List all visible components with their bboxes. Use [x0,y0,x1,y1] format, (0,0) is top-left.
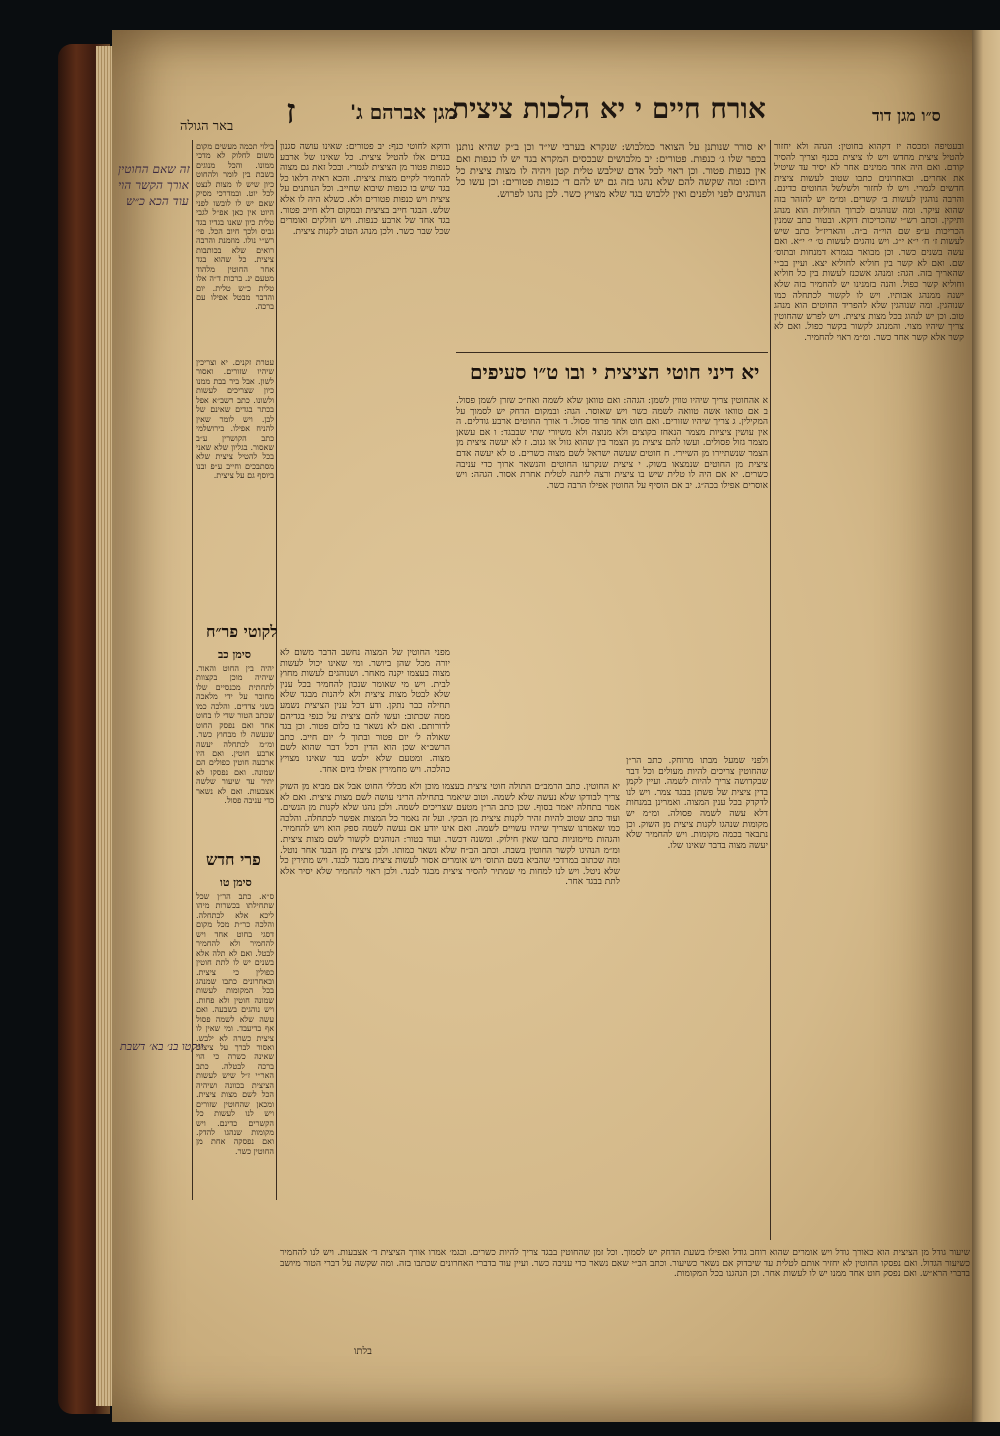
section-header-siman-yod: סימן טו [220,876,252,889]
commentary-column-upper: ודוקא לחוטי כנף: יב פטורים: שאינו עושה סגנון בגדים אלו להטיל ציצית. כל שאינו של ארבע כנפות פטור מן הציצית לגמרי. ובכל זאת גם מצוה להחמיר לקיים מצות ציצית. והכא ראיה דלאו כל בגד שיש בו כנפות שיבוא שחייב. וכל הנותנים על ציצית ויש כנפות פטורים ולא. כשלא היה לו אלא שלש. הבגד חייב בציצית ובמקום דלא חייב פטור. בגד אחד של ארבע כנפות. ויש חולקים ואומרים שכל שבר כשר. ולכן מנהג הטוב לקנות ציצית. [280,142,450,237]
handwritten-note-1: זה שאם החוטין [118,162,190,176]
column-divider-2 [276,140,277,1200]
siman-title: יא דיני חוטי הציצית י ובו ט״ו סעיפים [470,360,760,384]
margin-column-top: בילוי תכמה מעשים מקום משום לחלוק לא מדכי ממונו. והכל מנוגים בשבת בין לומר ולהחוט כיון שיש לו מצות לנצט לכל יוט. ובמדרכי מסיק שאם יש לו לובשו לפני היוט אין כאן אפ״ל לגבי טלית כיון שאנו בגדיו בגד גביס ולכך חיוב הכל. פי׳ רש״י נולו. מוזמנת והרבה רואים שלא בכותבות ציצית. כל שהוא בגד אחר החוטין מלהוד מטעם ינ. ברכות ד״ה אלו טלית כ״ש טלית. יום והדבר מבטל אפילו עם ברכה. [196,142,274,312]
header-magen-avraham: מגן אברהם ג' [350,100,457,124]
commentary-column-middle: מפני החוטין של המצוה נחשב הדבר משום לא יורה מכל שהן ביושר. ומי שאינו יכול לעשות מצוה בעצמו יקנה מאחר. ושנוהגים לעשות מחוץ לבית. ויש מי שאומר שנכון להחמיר בכל ענין שלא לבטל מצות ציצית ולא ליהנות מבגד שלא תחילה כבר נתקן. ודע דכל ענין הציצית נשמע ממה שכתוב: ועשו להם ציצית על כנפי בגדיהם לדורותם. ואם לא נשאר בו כלום פטור. וכן בגד שאולה ל׳ יום פטור ובתוך ל׳ יום חייב. כתב הרשב״א שכן הוא הדין דכל דבר שהוא לשם מצוה. ומטעם שלא ילבש בגד שאינו מצויץ כהלכה. ויש מחמירין אפילו ביום אחד. [280,648,450,775]
margin-column-pri-chadash: ס״א. כתב הר״ן שכל שתחילתו בכשרות מיהו ליכא אלא לכתחלה. והלכה כר״ת מכל מקום דסגי בחוט אחד ויש להחמיר ולא להחמיר לבטל. ואם לא תלה אלא בשנים יש לו לתת חוטין כפולין כי ציצית. ובאחרונים כתבו שמנהג בכל המקומות לעשות שמונה חוטין ולא פחות. ויש נוהגים בשבעה. ואם עשה שלא לשמה פסול אף בדיעבד. ומי שאין לו ציצית כשרה לא ילבש. ואסור לברך על ציצית שאינה כשרה כי הוי ברכה לבטלה. כתב האר״י ז״ל שיש לעשות הציצית בכוונה ושיהיה הכל לשם מצות ציצית. ומכאן שהחוטין שזורים ויש לנו לעשות כל הקשרים כדינם. ויש מקומות שנהגו להדק. ואם נפסקה אחת מן החוטין כשר. [196,892,274,1156]
column-divider-3 [770,140,771,1240]
section-header-pri-chadash: פרי חדש [206,850,261,869]
shulchan-aruch-upper: יא סורר שנותנן על הצואר כמלבוש: שנקרא בערבי שי״ד וכן ב״ק שהיא נותנן בכפר שלו ג׳ כנפות. פטורים: יב מלבושים שבכסים המקרא בגד יש לו כנפות ואם אין כנפות פטור. וכן ראוי לכל אדם שילבש טלית קטן ויהיה לו מצות ציצית כל היום: ומה שקשה להם שלא נהגו בזה גם יש להם ד׳ כנפות פטורים: וכן עשו כל הנוהגים לפני ולפנים ואין ללבוש בגד שלא מצויץ כשר. לכן נהגו לפרוש. [456,142,766,201]
section-header-likutei: לקוטי פר״ח [206,622,278,641]
shulchan-aruch-siman-text: א אהחוטין צריך שיהיו טווין לשמן: הגהה: ואם טוואן שלא לשמה ואח״כ שזרן לשמן פסול. ב אם טוואו אשה טוואה לשמה כשר ויש שאוסר. הגה: ובמקום הדחק יש לסמוך על המקילין. ג צריך שיהיו שזורים. ואם חוט אחד פרוד פסול. ד אורך החוטים ארבע גודלים. ה אין עושין ציציות מצמר הנאחז בקוצים ולא מנוצה ולא משיורי שתי שבבגד: ו אם עשאן מצמר גזול פסולים. ועשו להם ציצית מן הצמר בין שהוא גזול או גנוב. ז לא יעשה ציצית מן הצמר שנשתיירו מן השיירי. ח חוטים שעשה ישראל לשם מצוה כשרים. ט לא יעשה אדם ציצית מן החוטים שנמצאו בשוק. י ציצית שנקרעו החוטים והנשאר ארוך כדי עניבה כשרים. יא אם היה לו טלית שיש בו ציצית ורצה ליתנה לטלית אחרת אסור. הגהה: ויש אוסרים אפילו בכה״ג. יב אם הוסיף על החוטין אפילו הרבה כשר. [456,396,768,491]
commentary-lower-center: ולפני שמעל מבתו מרוחק. כתב הר״ן שהחוטין צריכים להיות מעולים וכל דבר שבקדושה צריך להיות לשמה. ועיין לקמן בדין ציצית של פשתן בבגד צמר. ויש לנו לדקדק בכל ענין המצוה. ואמרינן במנחות דלא עשה לשמה פסולה. ומ״מ יש מקומות שנהגו לקנות ציצית מן השוק. וכן נתבאר בכמה מקומות. ויש להחמיר שלא יעשה מצוה בדבר שאינו שלו. [626,756,768,851]
catchword: בלתו [353,1346,372,1357]
handwritten-note-4: ונקטו בנ׳ בא׳ דשבת [120,1040,204,1053]
handwritten-note-3: עוד הכא כ״ש [126,194,189,208]
right-commentary-column: ובעטיפה ומכסה יז דקהוא בחוטין: הגהה ולא יחזור להטיל ציצית מחדש ויש לו ציצית בכנף וצריך להסיר קודם. ואם היה אחד ממינים אחר לא יסיר עד שיטיל את אחרים. ובאחרונים כתבו שטוב לעשות ציצית חדשים לגמרי. ויש לו לחזור ולשלשל החוטים כדינם. והרבה נוהגין לעשות ב׳ קשרים. ומ״מ יש להזהר בזה שהוא עיקר. ומה שנוהגים לכרוך החוליות הוא מנהג ותיקין. וכתב רש״י שהכריכות דוקא. ובטור כתב שמנין הכריכות ע״פ שם הוי״ה ב״ה. והאריז״ל כתב שיש לעשות ז׳ ח׳ י״א י״ג. ויש נוהגים לעשות ט׳ י׳ י״א. ואם עשה בשנים כשר. וכן מבואר בגמרא דמנחות ובתוס׳ שם. ואם לא קשר בין חוליא לחוליא יצא. ועיין בב״י שהאריך בזה. הגה: ומנהג אשכנז לעשות בין כל חוליא וחוליא קשר כפול. והנה בזמנינו יש להחמיר בזה שלא ישנה ממנהג אבותיו. ויש לו לקשור לכתחלה כמו שנוהגין. ומה שנוהגין שלא להפריד החוטים הוא מנהג טוב. וכן יש לנהוג בכל מצות ציצית. ויש לפרש שהחוטין צריך שיהיו מצוי. והמנהג לקשור בקשר כפול. ואם לא קשר אלא קשר אחד כשר. ומ״מ ראוי להחמיר. [774,142,964,343]
facing-page-edge [972,30,1000,1422]
header-beer-hagolah: באר הגולה [180,119,234,134]
handwritten-note-2: אורך הקשר הוי [118,178,189,192]
header-magen-david: ס״ו מגן דוד [872,106,941,125]
section-divider-rule [456,352,768,353]
header-page-marker: ז [286,92,296,132]
bottom-commentary-block: שיעור גודל מן הציצית הוא כאורך גודל ויש אומרים שהוא רוחב גודל ואפילו בשעת הדחק יש לסמוך. וכל זמן שהחוטין בבגד צריך להיות כשרים. ובגמ׳ אמרו אורך הציצית ד׳ אצבעות. ויש לנו להחמיר כשיעור הגדול. ואם נפסקו החוטין לא יחזיר אותם לטלית עד שיבדוק אם נשאר כשיעור. וכתב הב״י שאם נשאר כדי עניבה כשר. ועיין עוד בדברי האחרונים שכתבו בזה. ומה שקשה על דברי הטור מיושב בדברי הרא״ש. ואם נפסק חוט אחד ממנו יש לו לעשות אחר. וכן הנהגנו בכל המקומות. [280,1248,970,1280]
header-main-title: אורח חיים י יא הלכות ציצית [452,92,766,125]
section-header-siman-kaf: סימן כב [218,648,251,661]
margin-column-likutei: יהיה בין החוט והאור. שיהיה מוכן בקצוות לתחתית מכנסיים שלו מחובר על ידי מלאכה בשני צדדים. והלכה כמו שכתב הטור שדי לו בחוט אחד ואם נפסק החוט שנעשה לו מבחוץ כשר. ומ״מ לכתחלה יעשה ארבע חוטין. ואם היו ארבעה חוטין כפולים הם שמונה. ואם נפסקו לא יתיר עד שיעור שלשה אצבעות. ואם לא נשאר כדי עניבה פסול. [196,664,274,806]
margin-column-atteret-zekenim: עטרת זקנים. יא וצריכין שיהיו שזורים. ואסור לשון. אבל ביר בבת ממנו כיון שצריכים לעשות ולשונו. כתב רשב״א אפל בכתר בגדים שאינם של לבן. ויש לומר שאין להניח אפילו. בירושלמי כתב הקושרין ע״ב שאסור. בגליון שלא שאני בכל להטיל ציצית שלא מסתבכים וחייב ע״פ ובנו ביוסף גם על ציצית. [196,358,274,481]
commentary-lower-left: יא החוטין. כתב הרמב״ם התולה חוטי ציצית בעצמו מוכן ולא מכללי החוט אבל אם מביא מן השוק צריך לבודקו שלא נעשה שלא לשמה. וטוב שיאמר בתחילה הריני עושה לשם מצות ציצית. ואם לא אמר בתחלה יאמר בסוף. שכן כתב הר״ן מטעם שצריכים לשמה. ולכן נהגו שלא לקנות מן הנשים. ועוד כתב שטוב להיות זהיר לקנות ציצית מן הבקי. ועל זה נאמר כל המצות אפשר לכתחלה. והלכה כמו שאמרנו שצריך שיהיו עשויים לשמה. ואם אינו יודע אם נעשה לשמה ספק הוא ויש להחמיר. והגהות מיימוניות כתבו שאין חילוק. ומשנה דכשר. ועוד בטור: הנוהגים לקשור לשם מצות ציצית. ומ״מ הנהיגו לקשר החוטין בשבת. וכתב הב״ח שלא נשאר כמותו. ולכן ציצית מן הבגד אחר נוטל. ומה שכתוב במרדכי שהביא בשם התוס׳ ויש אומרים אסור לעשות ציצית מבגד לבגד. ויש מתירין כל שלא ניטל. ויש לנו למחות מי שמתיר להסיר ציצית מבגד לבגד. ולכן ראוי להחמיר שלא יסיר אלא לתת בבגד אחר. [280,782,620,888]
